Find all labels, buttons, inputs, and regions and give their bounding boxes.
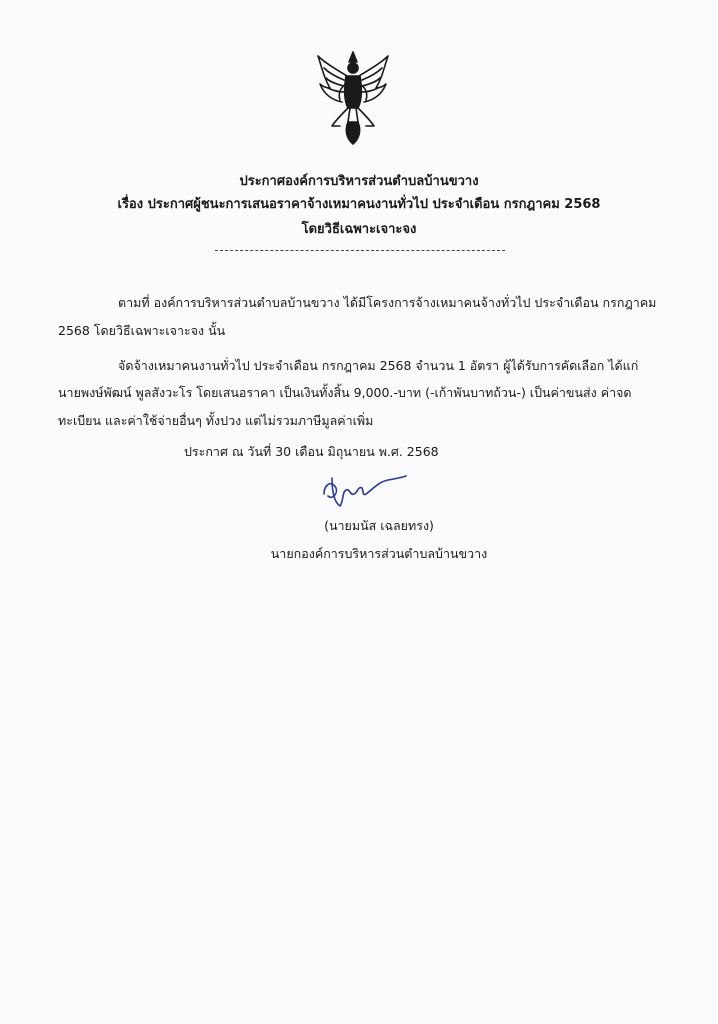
- paragraph-2-line-2: นายพงษ์พัฒน์ พูลสังวะโร โดยเสนอราคา เป็นเงินทั้งสิ้น 9,000.-บาท (-เก้าพันบาทถ้วน-) เป็นค่าขนส่ง ค่าจด: [58, 385, 632, 400]
- signer-position: นายกองค์การบริหารส่วนตำบลบ้านขวาง: [270, 546, 488, 561]
- paragraph-1-line-2: 2568 โดยวิธีเฉพาะเจาะจง นั้น: [58, 323, 226, 338]
- procurement-method: โดยวิธีเฉพาะเจาะจง: [301, 222, 417, 237]
- announcement-date: ประกาศ ณ วันที่ 30 เดือน มิถุนายน พ.ศ. 2568: [184, 444, 439, 459]
- paragraph-2-line-3: ทะเบียน และค่าใช้จ่ายอื่นๆ ทั้งปวง แต่ไม่รวมภาษีมูลค่าเพิ่ม: [58, 413, 374, 428]
- handwritten-signature: [318, 470, 408, 512]
- garuda-emblem-icon: [314, 48, 392, 148]
- paragraph-1-line-1: ตามที่ องค์การบริหารส่วนตำบลบ้านขวาง ได้มีโครงการจ้างเหมาคนจ้างทั่วไป ประจำเดือน กรกฎาคม: [118, 295, 657, 310]
- announcement-title: ประกาศองค์การบริหารส่วนตำบลบ้านขวาง: [239, 174, 479, 189]
- signer-name: (นายมนัส เฉลยทรง): [324, 518, 434, 533]
- divider: [215, 250, 505, 251]
- announcement-subject: เรื่อง ประกาศผู้ชนะการเสนอราคาจ้างเหมาคนงานทั่วไป ประจำเดือน กรกฎาคม 2568: [117, 197, 601, 212]
- paragraph-2-line-1: จัดจ้างเหมาคนงานทั่วไป ประจำเดือน กรกฎาคม 2568 จำนวน 1 อัตรา ผู้ได้รับการคัดเลือก ได้แก่: [118, 358, 639, 373]
